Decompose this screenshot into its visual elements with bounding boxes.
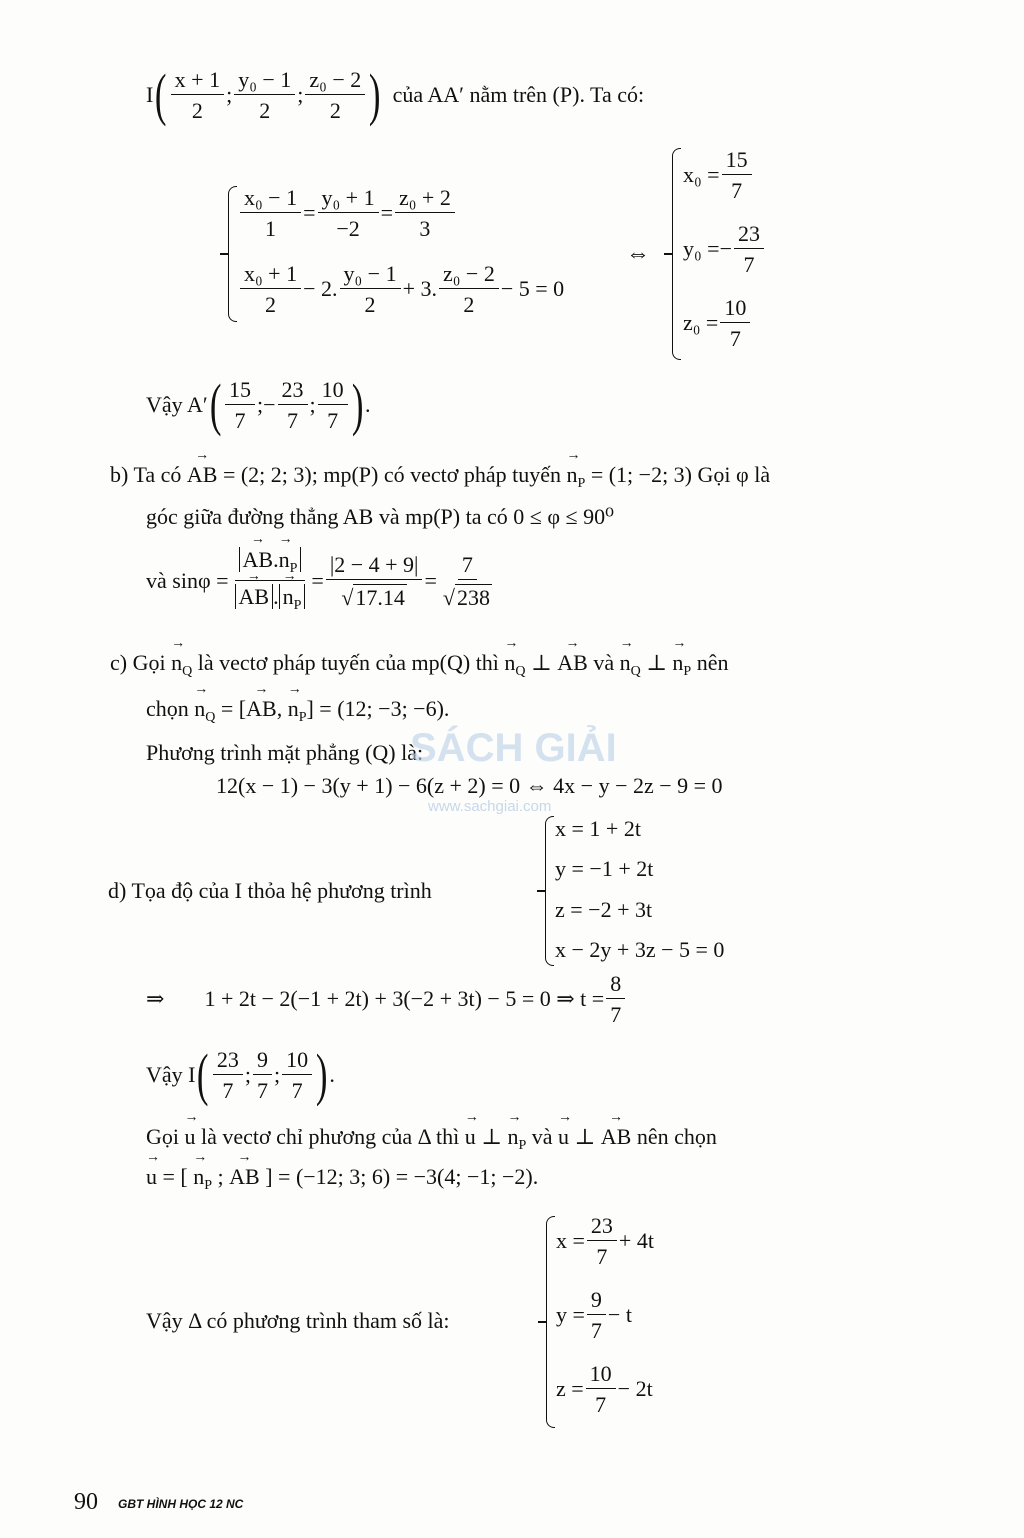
frac-num: x₀ + 1 [240, 262, 301, 289]
vector-ab: → AB [229, 1166, 260, 1188]
solution-lhs: y₀ = [683, 236, 720, 262]
frac-den: 7 [743, 252, 755, 278]
frac-den: 7 [596, 1244, 608, 1270]
subscript: P [577, 476, 586, 491]
midpoint-name: I [146, 82, 154, 107]
frac-num: 7 [458, 553, 477, 580]
vector-n: → n [504, 652, 515, 674]
perp-symbol: ⊥ [574, 1124, 596, 1149]
frac-num: z₀ + 2 [395, 186, 455, 213]
vector-n: → n [283, 585, 294, 608]
vector-n: → n [171, 652, 182, 674]
text: ] = (−12; 3; 6) = −3(4; −1; −2). [265, 1164, 539, 1189]
solution-brace [672, 148, 681, 360]
system-line: x = 1 + 2t [555, 816, 641, 841]
coord-den: 2 [259, 98, 271, 123]
frac-num: 10 [586, 1362, 616, 1389]
subscript: Q [630, 664, 641, 679]
vector-u: → u [465, 1126, 476, 1148]
part-d-u-line: → u = [ → $n_P$ ; → AB ] = (−12; 3; 6) = −3(4; −1; −2). [146, 1166, 538, 1193]
param-rest: − t [607, 1302, 632, 1328]
frac-num: 10 [282, 1048, 312, 1075]
vector-ab: → AB [557, 652, 588, 674]
result-label: Vậy A′ [146, 392, 208, 417]
frac-num: 8 [606, 972, 625, 999]
result-i: Vậy I ( $\frac{23}{7}$ ; $\frac{9}{7}$ ; $\frac{10}{7}$ ) . [146, 1042, 335, 1107]
frac-den: 7 [256, 1078, 268, 1103]
frac-num: 10 [318, 378, 348, 405]
vector-u: → u [185, 1126, 196, 1148]
subscript: Q [515, 664, 526, 679]
frac-num: 15 [225, 378, 255, 405]
coord-den: 2 [191, 98, 203, 123]
vector-u: → u [146, 1166, 157, 1188]
frac-den: 7 [729, 326, 741, 352]
vector-ab: → AB [239, 585, 270, 608]
subscript: P [293, 597, 302, 613]
text: Gọi [146, 1124, 179, 1149]
frac-den: −2 [336, 216, 360, 242]
watermark-url: www.sachgiai.com [428, 798, 552, 815]
frac-den: 7 [327, 408, 339, 433]
system-brace [228, 186, 237, 322]
frac-den: 2 [265, 292, 277, 318]
implies-symbol: ⇒ [146, 986, 165, 1012]
system-brace [545, 816, 554, 966]
solution-z [683, 296, 752, 350]
text: 1 + 2t − 2(−1 + 2t) + 3(−2 + 3t) − 5 = 0 ⇒ t = [204, 986, 605, 1012]
coord-num: x + 1 [171, 68, 224, 95]
subscript: P [289, 561, 298, 576]
subscript: P [683, 664, 692, 679]
vector-n: → n [193, 1166, 204, 1188]
solution-lhs: x₀ = [683, 162, 720, 188]
frac-num: 9 [587, 1288, 606, 1315]
watermark-logo: SÁCH GIẢI [410, 726, 617, 770]
equivalence-symbol: ⇔ [626, 241, 650, 267]
text: Gọi [132, 650, 166, 675]
frac-den: 7 [595, 1392, 607, 1418]
frac-num: y₀ + 1 [318, 186, 379, 213]
system-line: x − 2y + 3z − 5 = 0 [555, 937, 725, 962]
coord-den: 2 [329, 98, 341, 123]
vector-ab: → AB [246, 698, 277, 720]
part-b-line-1 [110, 464, 770, 491]
param-x [556, 1214, 654, 1268]
vector-ab: → AB [187, 464, 218, 486]
vector-n: → n [672, 652, 683, 674]
solution-x [683, 148, 754, 202]
vector-n: → n [620, 652, 631, 674]
param-lhs: z = [556, 1376, 584, 1402]
vector-n: → n [507, 1126, 518, 1148]
solution-sign: − [719, 236, 732, 262]
page-number: 90 [74, 1489, 98, 1515]
param-rest: − 2t [617, 1376, 653, 1402]
part-b-line-2: góc giữa đường thẳng AB và mp(P) ta có 0 ≤ φ ≤ 90⁰ [146, 504, 614, 529]
text: = [ [162, 1164, 188, 1189]
sin-label: và sinφ = [146, 567, 229, 593]
sin-formula: và sinφ = → $AB.\to n_P$ → AB .→ $n_P$ = |2 − 4 + 9| √ 17.14 = 7 √ 238 [146, 548, 498, 613]
text: ] = (12; −3; −6). [306, 696, 450, 721]
book-title: GBT HÌNH HỌC 12 NC [118, 1497, 244, 1511]
vector-n: → n [288, 698, 299, 720]
frac-den: 7 [590, 1318, 602, 1344]
param-brace [546, 1216, 555, 1428]
result-label: Vậy I [146, 1062, 196, 1087]
frac-num: 23 [213, 1048, 243, 1075]
text: là vectơ pháp tuyến của mp(Q) thì [197, 650, 499, 675]
t-solution-line [146, 972, 627, 1026]
frac-den: 2 [463, 292, 475, 318]
text: Tọa độ của I thỏa hệ phương trình [131, 878, 432, 903]
part-c-line-1 [110, 652, 728, 679]
subscript: Q [182, 664, 193, 679]
part-label: b) [110, 462, 129, 487]
frac-num: x₀ − 1 [240, 186, 301, 213]
coord-num: z₀ − 2 [305, 68, 365, 95]
text: Ta có [133, 462, 182, 487]
text: = [ [220, 696, 247, 721]
perp-symbol: ⊥ [481, 1124, 502, 1149]
part-label: d) [108, 878, 127, 903]
frac-num: 23 [278, 378, 308, 405]
coord-num: y₀ − 1 [234, 68, 295, 95]
solution-y [683, 222, 766, 276]
frac-den: 7 [287, 408, 299, 433]
plane-q-equation: 12(x − 1) − 3(y + 1) − 6(z + 2) = 0 ⇔ 4x − y − 2z − 9 = 0 [216, 773, 723, 798]
frac-den: 3 [419, 216, 431, 242]
param-lhs: x = [556, 1228, 585, 1254]
text: chọn [146, 696, 189, 721]
system-line: y = −1 + 2t [555, 856, 654, 881]
midpoint-line: I ( $\frac{x + 1}{2}$ ; $\frac{\text{y₀ − 1}}{2}$ ; $\frac{\text{z₀ − 2}}{2}$ ) của AA′ nằm trên (P). Ta có: [146, 62, 645, 127]
part-c-line-2: chọn → $n_Q$ = [→ AB, → $n_P] = (12$; −3; −6). [146, 698, 449, 725]
vector-n: → n [567, 464, 578, 486]
subscript: Q [205, 710, 216, 725]
frac-den: 7 [222, 1078, 234, 1103]
perp-symbol: ⊥ [531, 650, 552, 675]
text: và [593, 650, 615, 675]
radicand: 238 [456, 584, 490, 610]
vector-u: → u [558, 1126, 569, 1148]
param-y [556, 1288, 632, 1342]
frac-num: y₀ − 1 [340, 262, 401, 289]
frac-den: 7 [291, 1078, 303, 1103]
text: nên chọn [636, 1124, 717, 1149]
frac-den: 7 [731, 178, 743, 204]
text: là vectơ chỉ phương của Δ thì [201, 1124, 460, 1149]
frac-num: 23 [587, 1214, 617, 1241]
frac-den: 7 [610, 1002, 622, 1028]
system-eq-1: $\frac{\text{x₀ − 1}}{1}$ = $\frac{\text{y₀ + 1}}{-2}$ = $\frac{\text{z₀ + 2}}{3}$ [238, 186, 457, 240]
vector-n: → n [279, 548, 290, 571]
frac-num: z₀ − 2 [439, 262, 499, 289]
param-z [556, 1362, 653, 1416]
vector-n: → n [194, 698, 205, 720]
sign: − [263, 392, 276, 417]
frac-den: 2 [364, 292, 376, 318]
operator: + 3. [402, 276, 437, 302]
part-d-line-1 [108, 880, 432, 902]
frac-num: 15 [722, 148, 752, 175]
system-eq-2 [238, 262, 564, 316]
text: và [531, 1124, 553, 1149]
solution-lhs: z₀ = [683, 310, 719, 336]
param-label: Vậy Δ có phương trình tham số là: [146, 1308, 450, 1333]
part-label: c) [110, 650, 128, 675]
equation-tail: − 5 = 0 [500, 276, 565, 302]
subscript: P [518, 1138, 527, 1153]
subscript: P [204, 1178, 213, 1193]
system-line: z = −2 + 3t [555, 897, 653, 922]
text: nên [696, 650, 729, 675]
part-d-direction-line [146, 1126, 717, 1153]
frac-num: |2 − 4 + 9| [326, 553, 423, 580]
operator: − 2. [303, 276, 338, 302]
frac-num: 23 [734, 222, 764, 249]
param-rest: + 4t [618, 1228, 654, 1254]
subscript: P [298, 710, 307, 725]
result-a-prime: Vậy A′ ( $\frac{15}{7}$ ; − $\frac{23}{7}$ ; $\frac{10}{7}$ ) . [146, 372, 371, 437]
text: = (2; 2; 3); mp(P) có vectơ pháp tuyến [222, 462, 562, 487]
vector-ab: → AB [243, 548, 274, 571]
frac-den: 1 [265, 216, 277, 242]
frac-num: 9 [253, 1048, 272, 1075]
perp-symbol: ⊥ [646, 650, 667, 675]
radicand: 17.14 [355, 584, 405, 610]
part-c-line-3: Phương trình mặt phẳng (Q) là: [146, 740, 424, 765]
vector-ab: → AB [601, 1126, 632, 1148]
param-lhs: y = [556, 1302, 585, 1328]
frac-den: 7 [234, 408, 246, 433]
text: = (1; −2; 3) Gọi φ là [590, 462, 771, 487]
intro-text: của AA′ nằm trên (P). Ta có: [392, 82, 645, 107]
frac-num: 10 [720, 296, 750, 323]
